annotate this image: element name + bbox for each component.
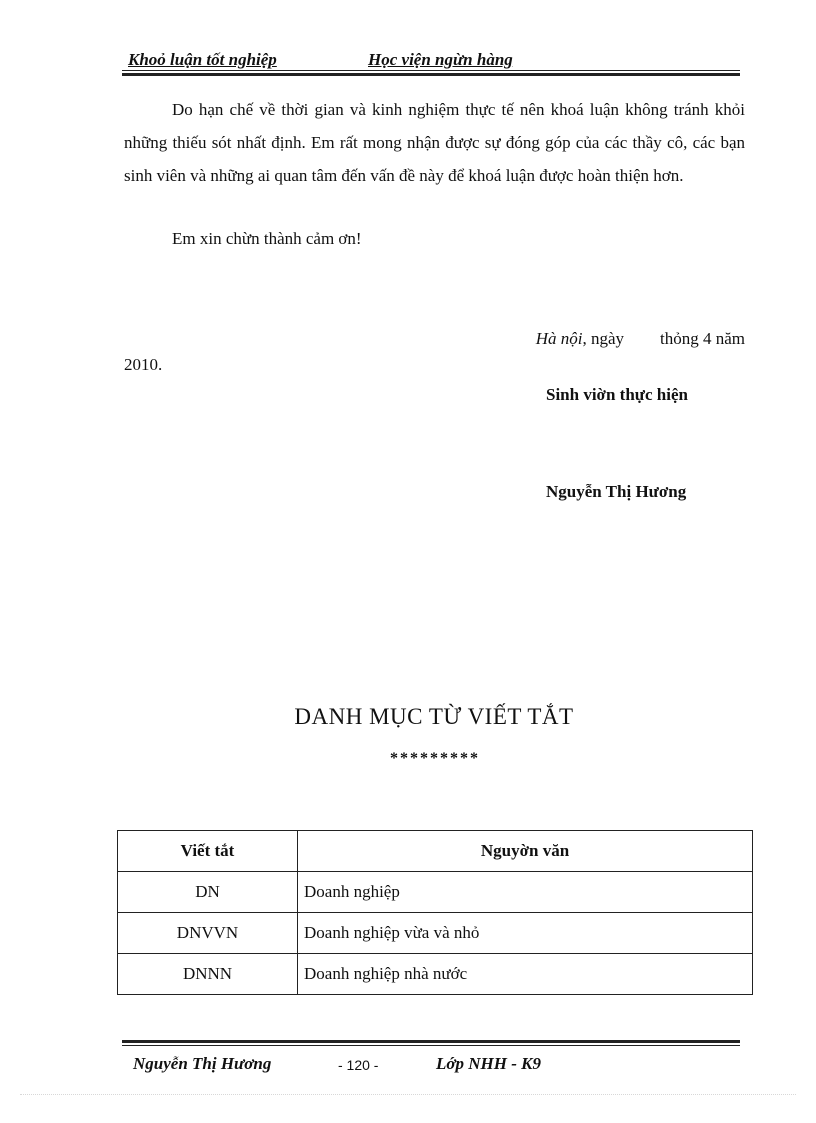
table-row: [118, 913, 753, 954]
table-cell-abbr: DNVVN: [118, 913, 298, 954]
page-bottom-edge: [20, 1094, 796, 1095]
date-year: 2010.: [124, 355, 163, 374]
footer-class: Lớp NHH - K9: [436, 1054, 541, 1073]
table-cell-abbr: DNNN: [118, 954, 298, 995]
closing-paragraph: Do hạn chế về thời gian và kinh nghiệm thực tế nên khoá luận không tránh khỏi những thiếu sót nhất định. Em rất mong nhận được sự đóng góp của các thầy cô, các bạn sinh viên và những ai quan tâm đến vấn đề này để khoá luận được hoàn thiện hơn.: [124, 100, 745, 185]
table-cell-abbr: DN: [118, 872, 298, 913]
header-rule-thick: [122, 73, 740, 76]
section-title: DANH MỤC TỪ VIẾT TẮT: [294, 704, 574, 729]
footer-page-number: - 120 -: [338, 1057, 379, 1073]
header-rule-thin: [122, 70, 740, 71]
date-day-label: , ngày: [582, 329, 624, 348]
table-header-abbr: Viết tắt: [118, 831, 298, 872]
thanks-line: Em xin chừn thành cảm ơn!: [172, 229, 362, 248]
section-stars: *********: [390, 750, 480, 767]
header-right-title: Học viện ngừn hàng: [368, 50, 513, 69]
date-place: Hà nội: [535, 329, 583, 348]
date-month-year-label: thỏng 4 năm: [660, 329, 745, 348]
table-header-row: [118, 831, 753, 872]
table-row: [118, 872, 753, 913]
date-line: [124, 322, 745, 355]
table-row: [118, 954, 753, 995]
abbreviation-table: [117, 830, 753, 995]
footer-rule-thick: [122, 1040, 740, 1043]
table-header-full: Nguyờn văn: [298, 831, 753, 872]
table-cell-full: Doanh nghiệp: [298, 872, 753, 913]
table-cell-full: Doanh nghiệp nhà nước: [298, 954, 753, 995]
table-cell-full: Doanh nghiệp vừa và nhỏ: [298, 913, 753, 954]
signer-role: Sinh viờn thực hiện: [546, 385, 688, 404]
header-left-title: Khoỏ luận tốt nghiệp: [128, 50, 277, 69]
signer-name: Nguyễn Thị Hương: [546, 482, 687, 501]
footer-rule-thin: [122, 1045, 740, 1046]
footer-author: Nguyễn Thị Hương: [133, 1054, 272, 1073]
